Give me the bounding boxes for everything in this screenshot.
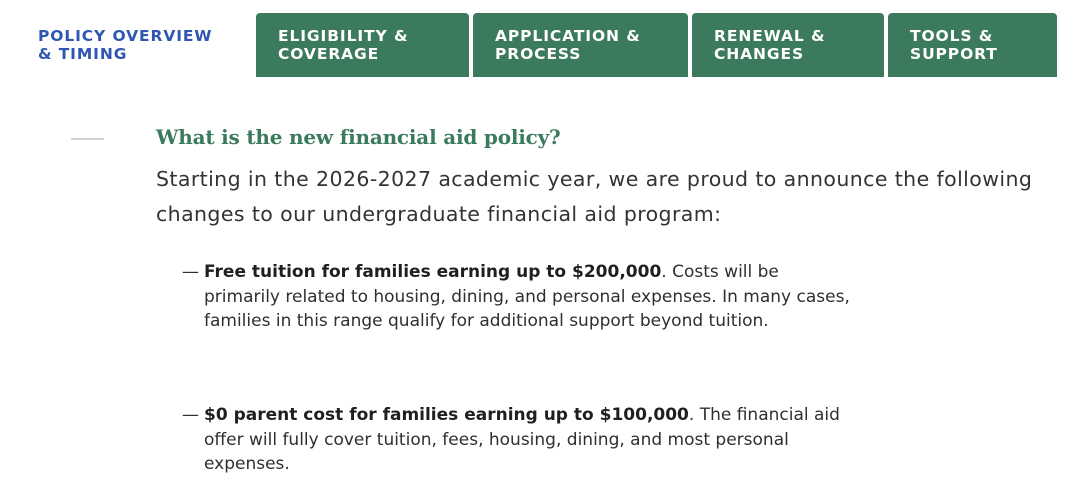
tab-label-line1: RENEWAL &: [714, 27, 826, 45]
tab-tools-support[interactable]: [888, 13, 1057, 77]
tab-label-line2: SUPPORT: [910, 45, 998, 63]
list-item: [182, 260, 852, 334]
tab-label-line1: POLICY OVERVIEW: [38, 27, 213, 45]
faq-question: What is the new financial aid policy?: [156, 125, 561, 149]
bullet-dash: —: [182, 405, 199, 425]
bullet-detail: . The financial aid offer will fully cover tuition, fees, housing, dining, and most personal expenses.: [204, 405, 840, 474]
tab-eligibility-coverage[interactable]: [256, 13, 469, 77]
tab-label-line2: CHANGES: [714, 45, 805, 63]
list-item: [182, 403, 852, 477]
bullet-emphasis: $0 parent cost for families earning up to $100,000: [204, 405, 689, 425]
tab-label-line2: & TIMING: [38, 45, 128, 63]
faq-intro-text: Starting in the 2026-2027 academic year, we are proud to announce the following changes to our undergraduate financial aid program:: [156, 167, 1033, 226]
tab-policy-overview-timing[interactable]: [0, 13, 250, 77]
section-divider: [71, 138, 104, 140]
section-tabs: [0, 0, 1080, 80]
bullet-dash: —: [182, 262, 199, 282]
bullet-text: [182, 403, 852, 477]
tab-label-line2: COVERAGE: [278, 45, 380, 63]
bullet-text: [182, 260, 852, 334]
tab-label-line1: APPLICATION &: [495, 27, 641, 45]
tab-label-line1: ELIGIBILITY &: [278, 27, 409, 45]
tab-renewal-changes[interactable]: [692, 13, 884, 77]
tab-label-line2: PROCESS: [495, 45, 582, 63]
bullet-detail: . Costs will be primarily related to housing, dining, and personal expenses. In many cases, families in this range qualify for additional support beyond tuition.: [204, 262, 850, 331]
tab-label-line1: TOOLS &: [910, 27, 994, 45]
bullet-emphasis: Free tuition for families earning up to $200,000: [204, 262, 662, 282]
tab-application-process[interactable]: [473, 13, 688, 77]
